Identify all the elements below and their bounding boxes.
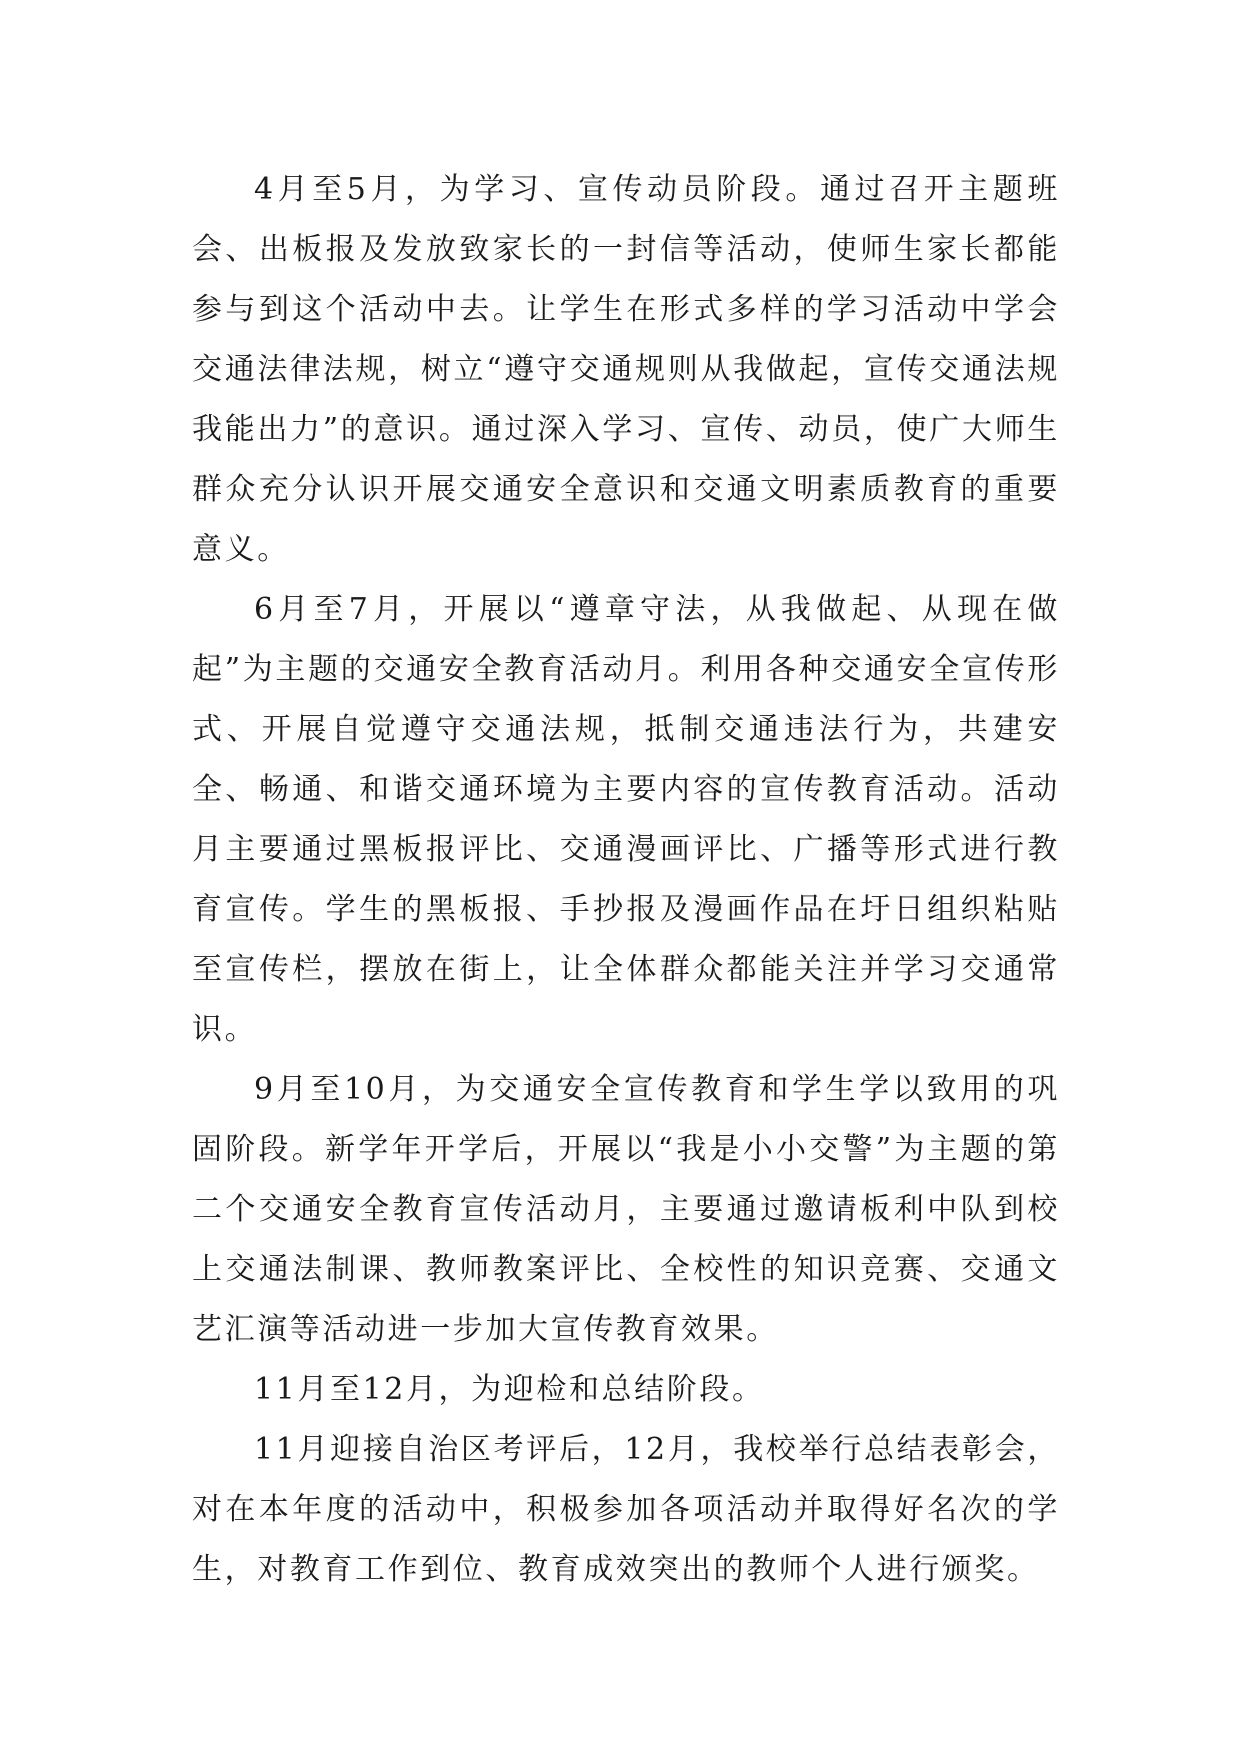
paragraph-april-may: 4月至5月，为学习、宣传动员阶段。通过召开主题班会、出板报及发放致家长的一封信等活动，使师生家长都能参与到这个活动中去。让学生在形式多样的学习活动中学会交通法律法规，树立“遵守交通规则从我做起，宣传交通法规我能出力”的意识。通过深入学习、宣传、动员，使广大师生群众充分认识开展交通安全意识和交通文明素质教育的重要意义。 bbox=[192, 172, 1060, 567]
paragraph-november-december: 11月至12月，为迎检和总结阶段。 bbox=[254, 1372, 765, 1407]
paragraph-summary-awards: 11月迎接自治区考评后，12月，我校举行总结表彰会，对在本年度的活动中，积极参加各项活动并取得好名次的学生，对教育工作到位、教育成效突出的教师个人进行颁奖。 bbox=[192, 1432, 1060, 1587]
paragraph-september-october: 9月至10月，为交通安全宣传教育和学生学以致用的巩固阶段。新学年开学后，开展以“我是小小交警”为主题的第二个交通安全教育宣传活动月，主要通过邀请板利中队到校上交通法制课、教师教案评比、全校性的知识竞赛、交通文艺汇演等活动进一步加大宣传教育效果。 bbox=[192, 1072, 1060, 1347]
document-page bbox=[192, 160, 1060, 1600]
paragraph-june-july: 6月至7月，开展以“遵章守法，从我做起、从现在做起”为主题的交通安全教育活动月。利用各种交通安全宣传形式、开展自觉遵守交通法规，抵制交通违法行为，共建安全、畅通、和谐交通环境为主要内容的宣传教育活动。活动月主要通过黑板报评比、交通漫画评比、广播等形式进行教育宣传。学生的黑板报、手抄报及漫画作品在圩日组织粘贴至宣传栏，摆放在街上，让全体群众都能关注并学习交通常识。 bbox=[192, 592, 1060, 1047]
